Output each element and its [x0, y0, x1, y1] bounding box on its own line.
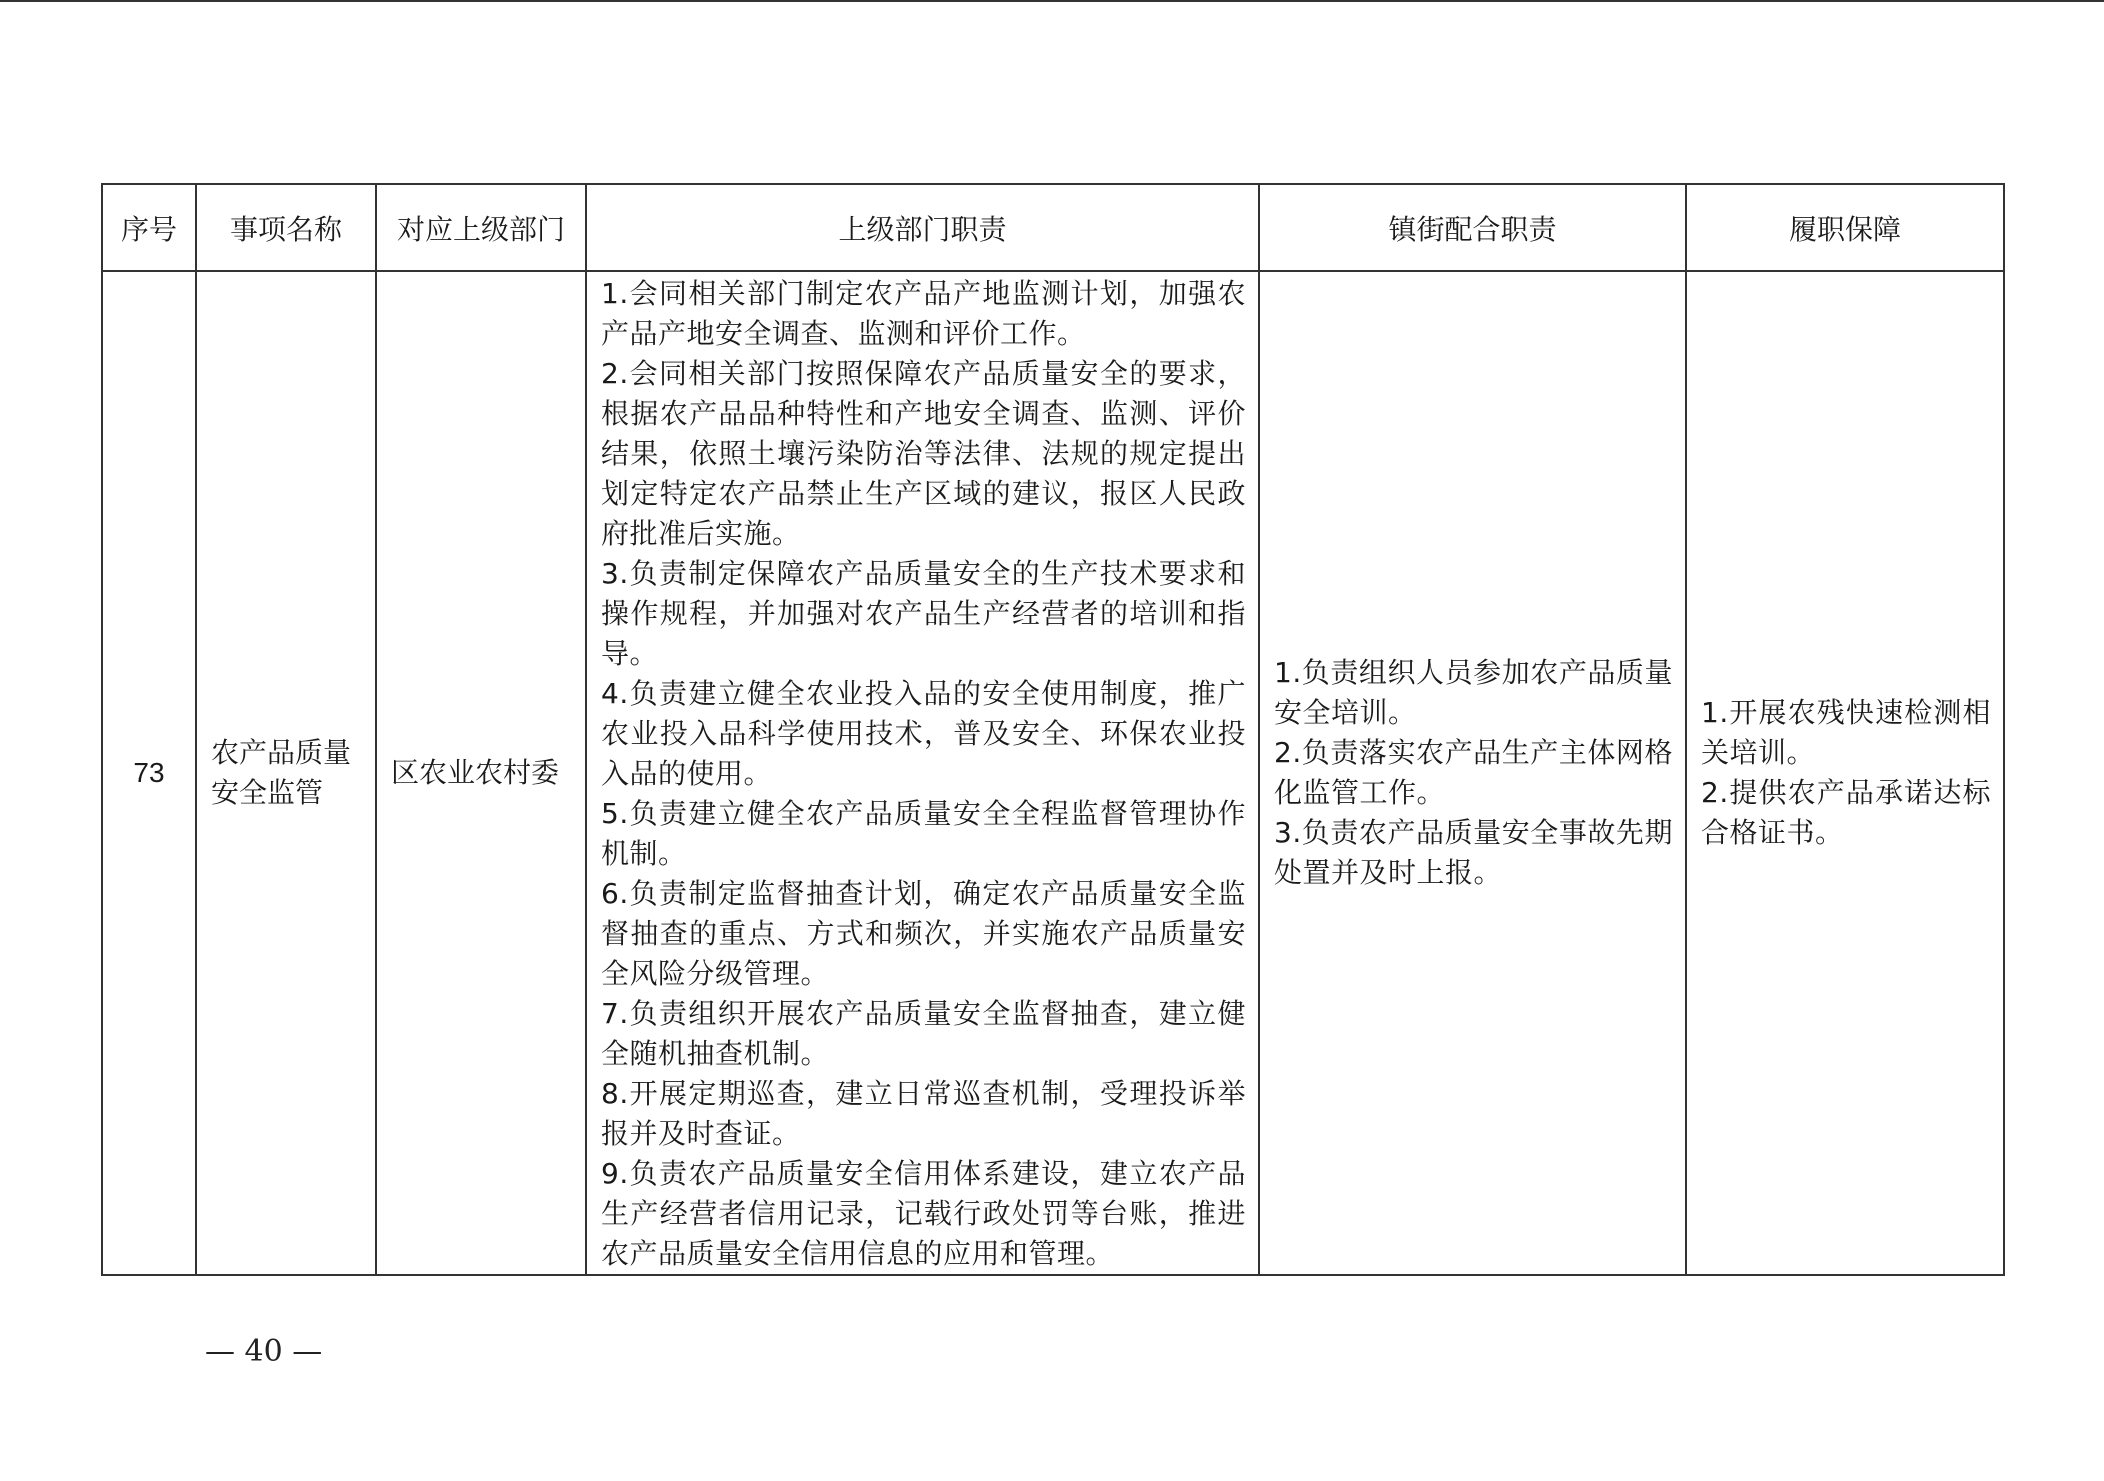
header-item-name: 事项名称 — [196, 184, 376, 271]
list-item: 1.会同相关部门制定农产品产地监测计划，加强农产品产地安全调查、监测和评价工作。 — [601, 277, 1246, 350]
duty-table — [101, 183, 2005, 1276]
header-seq: 序号 — [102, 184, 196, 271]
cell-dept: 区农业农村委 — [376, 271, 586, 1275]
cell-upper-duties — [586, 271, 1259, 1275]
list-item: 7.负责组织开展农产品质量安全监督抽查，建立健全随机抽查机制。 — [601, 997, 1246, 1070]
guarantees-list — [1701, 693, 1991, 853]
table-row — [102, 271, 2004, 1275]
table-header-row — [102, 184, 2004, 271]
list-item: 2.会同相关部门按照保障农产品质量安全的要求，根据农产品品种特性和产地安全调查、监测、评价结果，依照土壤污染防治等法律、法规的规定提出划定特定农产品禁止生产区域的建议，报区人民政府批准后实施。 — [601, 357, 1246, 550]
page-number: — 40 — — [205, 1334, 323, 1369]
list-item: 5.负责建立健全农产品质量安全全程监督管理协作机制。 — [601, 797, 1246, 870]
cell-guarantees — [1686, 271, 2004, 1275]
list-item: 4.负责建立健全农业投入品的安全使用制度，推广农业投入品科学使用技术，普及安全、环保农业投入品的使用。 — [601, 677, 1246, 790]
cell-item-name: 农产品质量安全监管 — [196, 271, 376, 1275]
list-item: 3.负责制定保障农产品质量安全的生产技术要求和操作规程，并加强对农产品生产经营者的培训和指导。 — [601, 557, 1246, 670]
list-item: 2.负责落实农产品生产主体网格化监管工作。 — [1274, 736, 1673, 809]
list-item: 8.开展定期巡查，建立日常巡查机制，受理投诉举报并及时查证。 — [601, 1077, 1246, 1150]
header-guarantees: 履职保障 — [1686, 184, 2004, 271]
header-upper-duties: 上级部门职责 — [586, 184, 1259, 271]
list-item: 1.负责组织人员参加农产品质量安全培训。 — [1274, 656, 1673, 729]
cell-seq: 73 — [102, 271, 196, 1275]
list-item: 3.负责农产品质量安全事故先期处置并及时上报。 — [1274, 816, 1673, 889]
header-town-duties: 镇街配合职责 — [1259, 184, 1686, 271]
list-item: 1.开展农残快速检测相关培训。 — [1701, 696, 1991, 769]
list-item: 2.提供农产品承诺达标合格证书。 — [1701, 776, 1991, 849]
list-item: 9.负责农产品质量安全信用体系建设，建立农产品生产经营者信用记录，记载行政处罚等台账，推进农产品质量安全信用信息的应用和管理。 — [601, 1157, 1246, 1270]
upper-duties-list — [601, 274, 1246, 1274]
list-item: 6.负责制定监督抽查计划，确定农产品质量安全监督抽查的重点、方式和频次，并实施农产品质量安全风险分级管理。 — [601, 877, 1246, 990]
cell-town-duties — [1259, 271, 1686, 1275]
town-duties-list — [1274, 653, 1673, 893]
header-dept: 对应上级部门 — [376, 184, 586, 271]
